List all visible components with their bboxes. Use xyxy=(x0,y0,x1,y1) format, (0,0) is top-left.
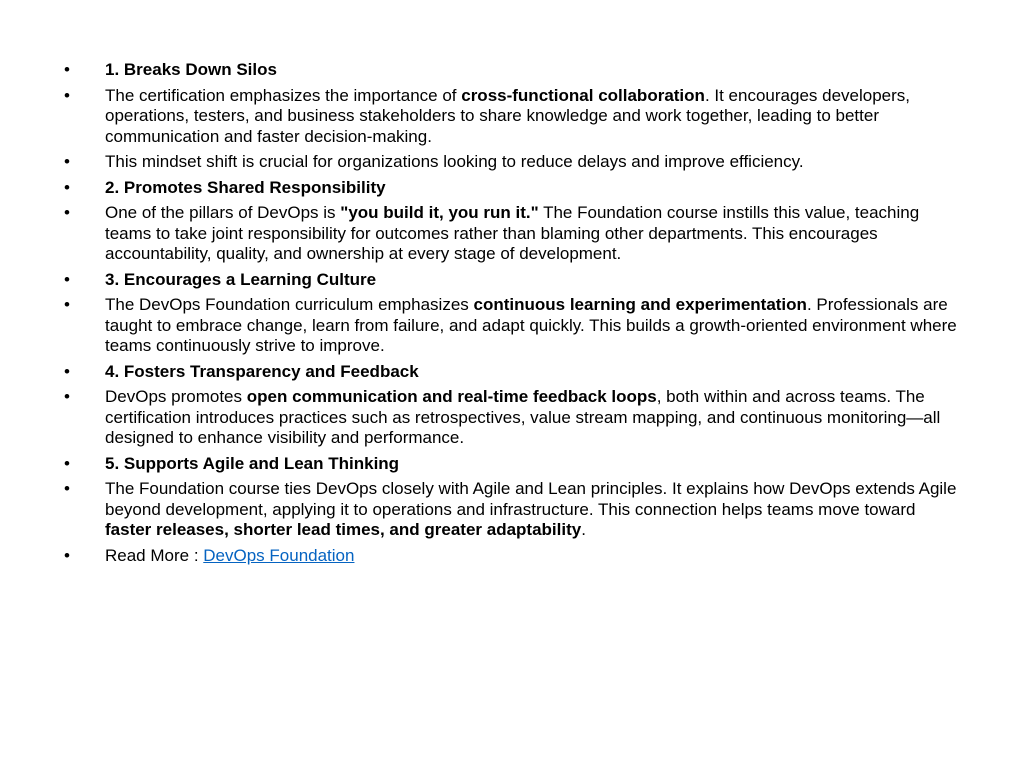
bullet-icon: • xyxy=(64,177,70,197)
bullet-icon: • xyxy=(64,295,70,314)
list-item xyxy=(64,387,964,449)
list-item xyxy=(64,152,964,173)
paragraph-text: . Professionals are taught to embrace change, learn from failure, and adapt quickly. This builds a growth-oriented environment where teams continuously strive to improve. xyxy=(105,295,957,355)
paragraph-text: The certification emphasizes the importance of xyxy=(105,85,462,105)
paragraph-text: . It encourages developers, operations, testers, and business stakeholders to share knowledge and work together, leading to better communication and faster decision-making. xyxy=(105,85,911,146)
paragraph-text: This mindset shift is crucial for organizations looking to reduce delays and improve efficiency. xyxy=(105,152,804,171)
paragraph-text: , both within and across teams. The certification introduces practices such as retrospectives, value stream mapping, and continuous monitoring—all designed to enhance visibility and performance. xyxy=(105,387,941,447)
list-item xyxy=(64,86,964,148)
list-item xyxy=(64,546,964,567)
bullet-icon: • xyxy=(64,479,70,498)
bullet-list xyxy=(64,60,964,571)
paragraph-text: The Foundation course instills this value, teaching teams to take joint responsibility for outcomes rather than blaming other departments. This encourages accountability, quality, and ownership at every stage of development. xyxy=(105,203,920,263)
section-heading: 3. Encourages a Learning Culture xyxy=(105,269,377,289)
emphasis-text: cross-functional collaboration xyxy=(461,85,705,105)
bullet-icon: • xyxy=(64,152,70,171)
paragraph-text: The Foundation course ties DevOps closely with Agile and Lean principles. It explains how DevOps extends Agile beyond development, applying it to operations and infrastructure. This connection helps teams move toward xyxy=(105,479,957,519)
paragraph-text: . xyxy=(581,520,586,539)
section-heading: 4. Fosters Transparency and Feedback xyxy=(105,361,419,381)
list-item xyxy=(64,60,964,81)
emphasis-text: continuous learning and experimentation xyxy=(473,295,807,314)
bullet-icon: • xyxy=(64,203,70,222)
list-item xyxy=(64,362,964,383)
list-item xyxy=(64,454,964,475)
list-item xyxy=(64,479,964,541)
section-heading: 1. Breaks Down Silos xyxy=(105,60,277,79)
list-item xyxy=(64,295,964,357)
bullet-icon: • xyxy=(64,269,70,289)
emphasis-text: open communication and real-time feedback loops xyxy=(246,387,657,406)
bullet-icon: • xyxy=(64,60,70,79)
paragraph-text: The DevOps Foundation curriculum emphasizes xyxy=(105,295,474,314)
section-heading: 2. Promotes Shared Responsibility xyxy=(105,177,386,197)
read-more-label: Read More : xyxy=(105,545,204,565)
paragraph-text: DevOps promotes xyxy=(105,387,247,406)
bullet-icon: • xyxy=(64,545,70,565)
bullet-icon: • xyxy=(64,361,70,381)
paragraph-text: One of the pillars of DevOps is xyxy=(105,203,341,222)
bullet-icon: • xyxy=(64,85,70,105)
emphasis-text: faster releases, shorter lead times, and greater adaptability xyxy=(105,520,582,539)
devops-foundation-link[interactable]: DevOps Foundation xyxy=(203,545,355,565)
list-item xyxy=(64,203,964,265)
emphasis-text: "you build it, you run it." xyxy=(340,203,539,222)
list-item xyxy=(64,270,964,291)
list-item xyxy=(64,178,964,199)
section-heading: 5. Supports Agile and Lean Thinking xyxy=(105,453,400,473)
bullet-icon: • xyxy=(64,453,70,473)
bullet-icon: • xyxy=(64,387,70,406)
